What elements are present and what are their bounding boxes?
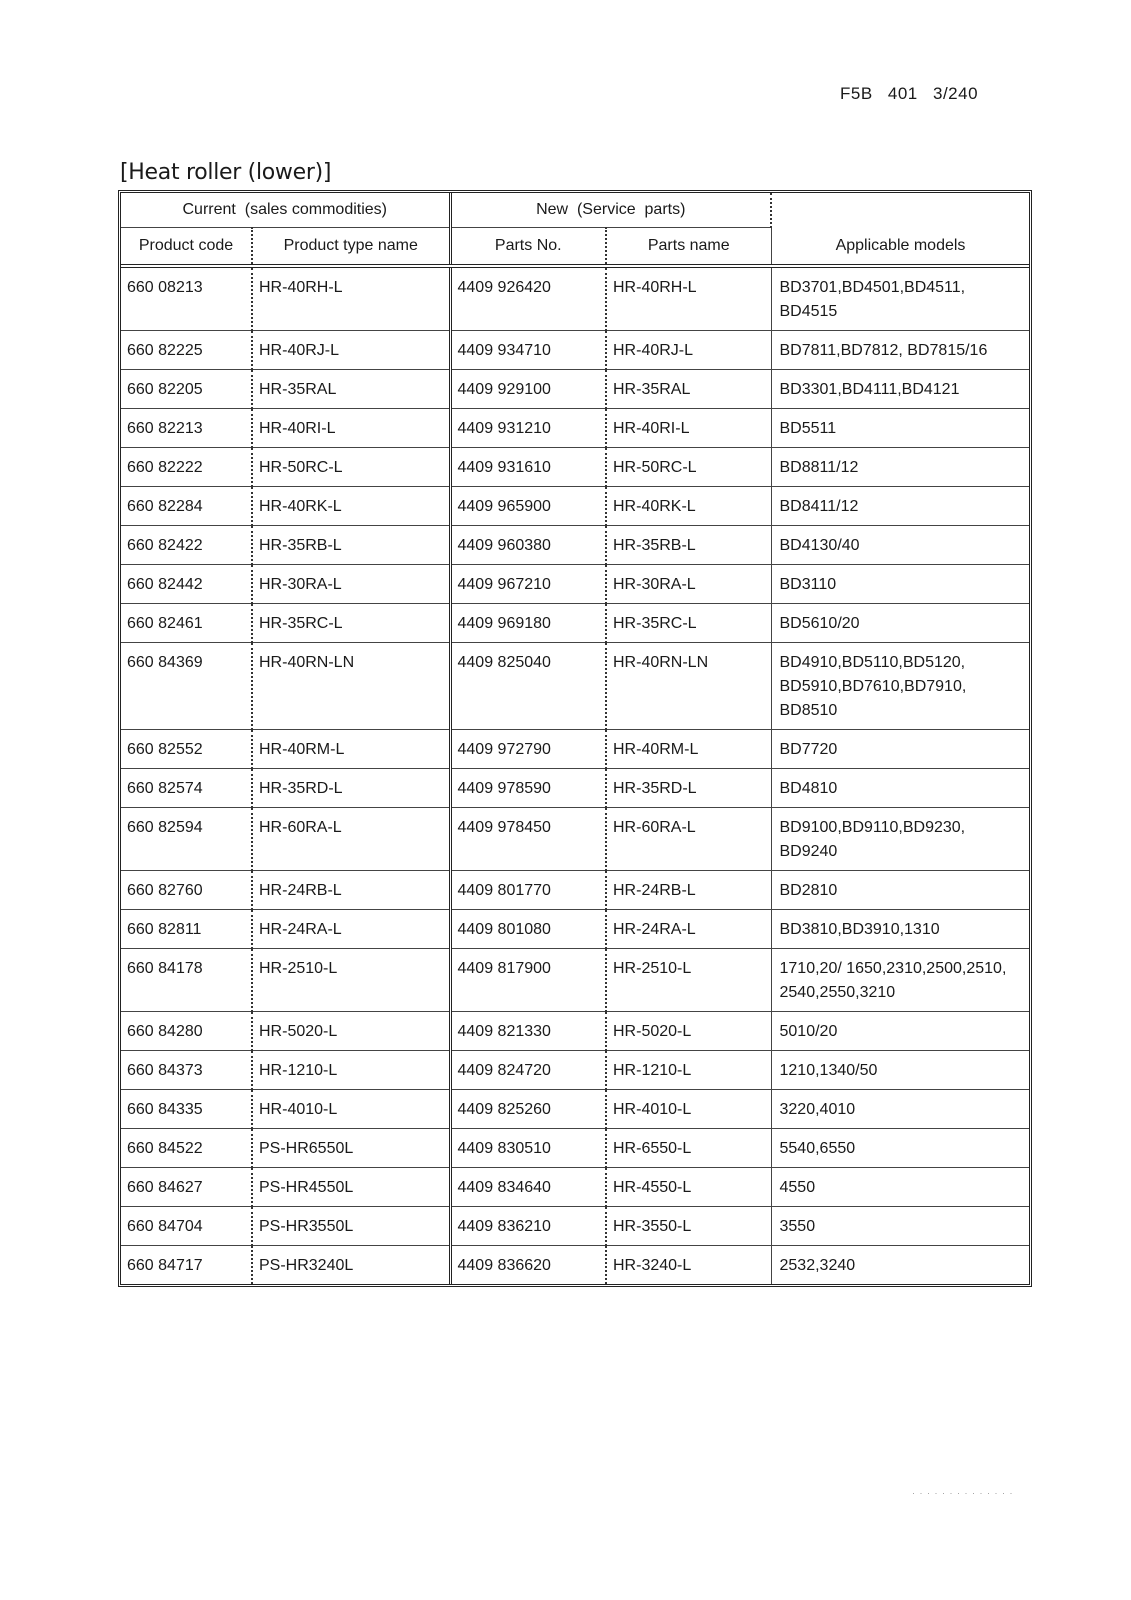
product-code-cell: 660 84704 (121, 1207, 252, 1246)
applicable-models-cell: 2532,3240 (771, 1246, 1029, 1285)
heat-roller-table-frame (118, 190, 1032, 1287)
product-type-cell: HR-40RI-L (252, 409, 450, 448)
applicable-models-cell: BD2810 (771, 871, 1029, 910)
applicable-models-cell: BD3110 (771, 565, 1029, 604)
table-row (121, 1012, 1029, 1051)
applicable-models-cell: BD3701,BD4501,BD4511, BD4515 (771, 266, 1029, 331)
product-code-cell: 660 84627 (121, 1168, 252, 1207)
header-parts-no: Parts No. (450, 228, 606, 267)
parts-name-cell: HR-35RB-L (606, 526, 771, 565)
parts-no-cell: 4409 931610 (450, 448, 606, 487)
parts-no-cell: 4409 801080 (450, 910, 606, 949)
table-body (121, 266, 1029, 1284)
table-row (121, 1168, 1029, 1207)
parts-name-cell: HR-4550-L (606, 1168, 771, 1207)
parts-no-cell: 4409 801770 (450, 871, 606, 910)
applicable-models-cell: BD3301,BD4111,BD4121 (771, 370, 1029, 409)
product-code-cell: 660 08213 (121, 266, 252, 331)
product-code-cell: 660 82760 (121, 871, 252, 910)
header-group-current: Current (sales commodities) (121, 193, 450, 228)
product-type-cell: PS-HR4550L (252, 1168, 450, 1207)
product-type-cell: PS-HR6550L (252, 1129, 450, 1168)
scan-artifact: · · · · · · · · · · · · · · (912, 1488, 1014, 1498)
product-code-cell: 660 82213 (121, 409, 252, 448)
parts-no-cell: 4409 960380 (450, 526, 606, 565)
parts-no-cell: 4409 978590 (450, 769, 606, 808)
product-code-cell: 660 84280 (121, 1012, 252, 1051)
product-code-cell: 660 82422 (121, 526, 252, 565)
table-row (121, 730, 1029, 769)
product-code-cell: 660 84178 (121, 949, 252, 1012)
parts-name-cell: HR-40RN-LN (606, 643, 771, 730)
parts-name-cell: HR-30RA-L (606, 565, 771, 604)
heat-roller-table (121, 193, 1029, 1284)
parts-no-cell: 4409 934710 (450, 331, 606, 370)
product-code-cell: 660 82442 (121, 565, 252, 604)
product-type-cell: HR-40RH-L (252, 266, 450, 331)
parts-no-cell: 4409 834640 (450, 1168, 606, 1207)
applicable-models-cell: BD3810,BD3910,1310 (771, 910, 1029, 949)
parts-name-cell: HR-40RH-L (606, 266, 771, 331)
parts-no-cell: 4409 821330 (450, 1012, 606, 1051)
product-type-cell: HR-40RM-L (252, 730, 450, 769)
parts-name-cell: HR-35RAL (606, 370, 771, 409)
page-number: 3/240 (933, 84, 979, 103)
parts-no-cell: 4409 830510 (450, 1129, 606, 1168)
parts-no-cell: 4409 825260 (450, 1090, 606, 1129)
table-row (121, 448, 1029, 487)
product-type-cell: PS-HR3240L (252, 1246, 450, 1285)
product-type-cell: HR-4010-L (252, 1090, 450, 1129)
applicable-models-cell: BD8811/12 (771, 448, 1029, 487)
product-type-cell: HR-5020-L (252, 1012, 450, 1051)
parts-name-cell: HR-3240-L (606, 1246, 771, 1285)
product-type-cell: HR-35RD-L (252, 769, 450, 808)
product-code-cell: 660 82225 (121, 331, 252, 370)
table-row (121, 1129, 1029, 1168)
product-type-cell: HR-60RA-L (252, 808, 450, 871)
parts-name-cell: HR-35RC-L (606, 604, 771, 643)
product-type-cell: HR-24RA-L (252, 910, 450, 949)
applicable-models-cell: 5010/20 (771, 1012, 1029, 1051)
header-product-code: Product code (121, 228, 252, 267)
parts-no-cell: 4409 825040 (450, 643, 606, 730)
product-code-cell: 660 82594 (121, 808, 252, 871)
parts-name-cell: HR-6550-L (606, 1129, 771, 1168)
parts-no-cell: 4409 836620 (450, 1246, 606, 1285)
parts-no-cell: 4409 824720 (450, 1051, 606, 1090)
parts-name-cell: HR-40RK-L (606, 487, 771, 526)
doc-ref: F5B 401 (840, 84, 918, 103)
table-row (121, 1207, 1029, 1246)
header-applicable-models: Applicable models (835, 237, 966, 254)
table-row (121, 604, 1029, 643)
parts-name-cell: HR-35RD-L (606, 769, 771, 808)
table-row (121, 871, 1029, 910)
product-type-cell: PS-HR3550L (252, 1207, 450, 1246)
applicable-models-cell: 3550 (771, 1207, 1029, 1246)
applicable-models-cell: BD9100,BD9110,BD9230, BD9240 (771, 808, 1029, 871)
parts-no-cell: 4409 969180 (450, 604, 606, 643)
applicable-models-cell: BD4810 (771, 769, 1029, 808)
table-row (121, 565, 1029, 604)
applicable-models-cell: BD8411/12 (771, 487, 1029, 526)
product-code-cell: 660 82574 (121, 769, 252, 808)
header-parts-name: Parts name (606, 228, 771, 267)
table-row (121, 266, 1029, 331)
parts-name-cell: HR-5020-L (606, 1012, 771, 1051)
applicable-models-cell: 4550 (771, 1168, 1029, 1207)
table-row (121, 1090, 1029, 1129)
parts-name-cell: HR-24RA-L (606, 910, 771, 949)
table-row (121, 1051, 1029, 1090)
page-title: [Heat roller (lower)] (120, 160, 332, 185)
table-row (121, 1246, 1029, 1285)
parts-name-cell: HR-60RA-L (606, 808, 771, 871)
product-type-cell: HR-30RA-L (252, 565, 450, 604)
product-type-cell: HR-24RB-L (252, 871, 450, 910)
document-reference (840, 84, 978, 104)
parts-name-cell: HR-50RC-L (606, 448, 771, 487)
parts-no-cell: 4409 967210 (450, 565, 606, 604)
header-product-type-name: Product type name (252, 228, 450, 267)
parts-no-cell: 4409 929100 (450, 370, 606, 409)
table-row (121, 949, 1029, 1012)
product-type-cell: HR-35RC-L (252, 604, 450, 643)
table-row (121, 409, 1029, 448)
parts-no-cell: 4409 965900 (450, 487, 606, 526)
product-code-cell: 660 82552 (121, 730, 252, 769)
table-row (121, 769, 1029, 808)
product-code-cell: 660 82811 (121, 910, 252, 949)
applicable-models-cell: 5540,6550 (771, 1129, 1029, 1168)
product-type-cell: HR-2510-L (252, 949, 450, 1012)
applicable-models-cell: BD5610/20 (771, 604, 1029, 643)
applicable-models-cell: BD7720 (771, 730, 1029, 769)
parts-name-cell: HR-40RM-L (606, 730, 771, 769)
table-row (121, 370, 1029, 409)
product-type-cell: HR-1210-L (252, 1051, 450, 1090)
product-type-cell: HR-35RB-L (252, 526, 450, 565)
parts-name-cell: HR-24RB-L (606, 871, 771, 910)
product-type-cell: HR-50RC-L (252, 448, 450, 487)
parts-name-cell: HR-3550-L (606, 1207, 771, 1246)
table-row (121, 910, 1029, 949)
product-code-cell: 660 84369 (121, 643, 252, 730)
parts-name-cell: HR-40RI-L (606, 409, 771, 448)
product-code-cell: 660 84717 (121, 1246, 252, 1285)
parts-name-cell: HR-2510-L (606, 949, 771, 1012)
parts-no-cell: 4409 972790 (450, 730, 606, 769)
applicable-models-cell: BD4910,BD5110,BD5120, BD5910,BD7610,BD7910, BD8510 (771, 643, 1029, 730)
product-code-cell: 660 82284 (121, 487, 252, 526)
table-row (121, 808, 1029, 871)
parts-no-cell: 4409 978450 (450, 808, 606, 871)
product-code-cell: 660 82205 (121, 370, 252, 409)
parts-no-cell: 4409 926420 (450, 266, 606, 331)
table-row (121, 331, 1029, 370)
applicable-models-cell: 3220,4010 (771, 1090, 1029, 1129)
applicable-models-cell: BD7811,BD7812, BD7815/16 (771, 331, 1029, 370)
applicable-models-cell: BD4130/40 (771, 526, 1029, 565)
product-type-cell: HR-40RN-LN (252, 643, 450, 730)
applicable-models-cell: 1710,20/ 1650,2310,2500,2510, 2540,2550,3210 (771, 949, 1029, 1012)
product-code-cell: 660 82222 (121, 448, 252, 487)
product-code-cell: 660 84373 (121, 1051, 252, 1090)
product-type-cell: HR-40RK-L (252, 487, 450, 526)
table-row (121, 487, 1029, 526)
product-type-cell: HR-40RJ-L (252, 331, 450, 370)
parts-name-cell: HR-40RJ-L (606, 331, 771, 370)
table-header (121, 193, 1029, 266)
product-code-cell: 660 84522 (121, 1129, 252, 1168)
parts-no-cell: 4409 931210 (450, 409, 606, 448)
applicable-models-cell: BD5511 (771, 409, 1029, 448)
product-code-cell: 660 82461 (121, 604, 252, 643)
parts-no-cell: 4409 817900 (450, 949, 606, 1012)
parts-name-cell: HR-1210-L (606, 1051, 771, 1090)
parts-name-cell: HR-4010-L (606, 1090, 771, 1129)
header-group-new: New (Service parts) (450, 193, 771, 228)
parts-no-cell: 4409 836210 (450, 1207, 606, 1246)
product-type-cell: HR-35RAL (252, 370, 450, 409)
table-row (121, 643, 1029, 730)
product-code-cell: 660 84335 (121, 1090, 252, 1129)
applicable-models-cell: 1210,1340/50 (771, 1051, 1029, 1090)
table-row (121, 526, 1029, 565)
